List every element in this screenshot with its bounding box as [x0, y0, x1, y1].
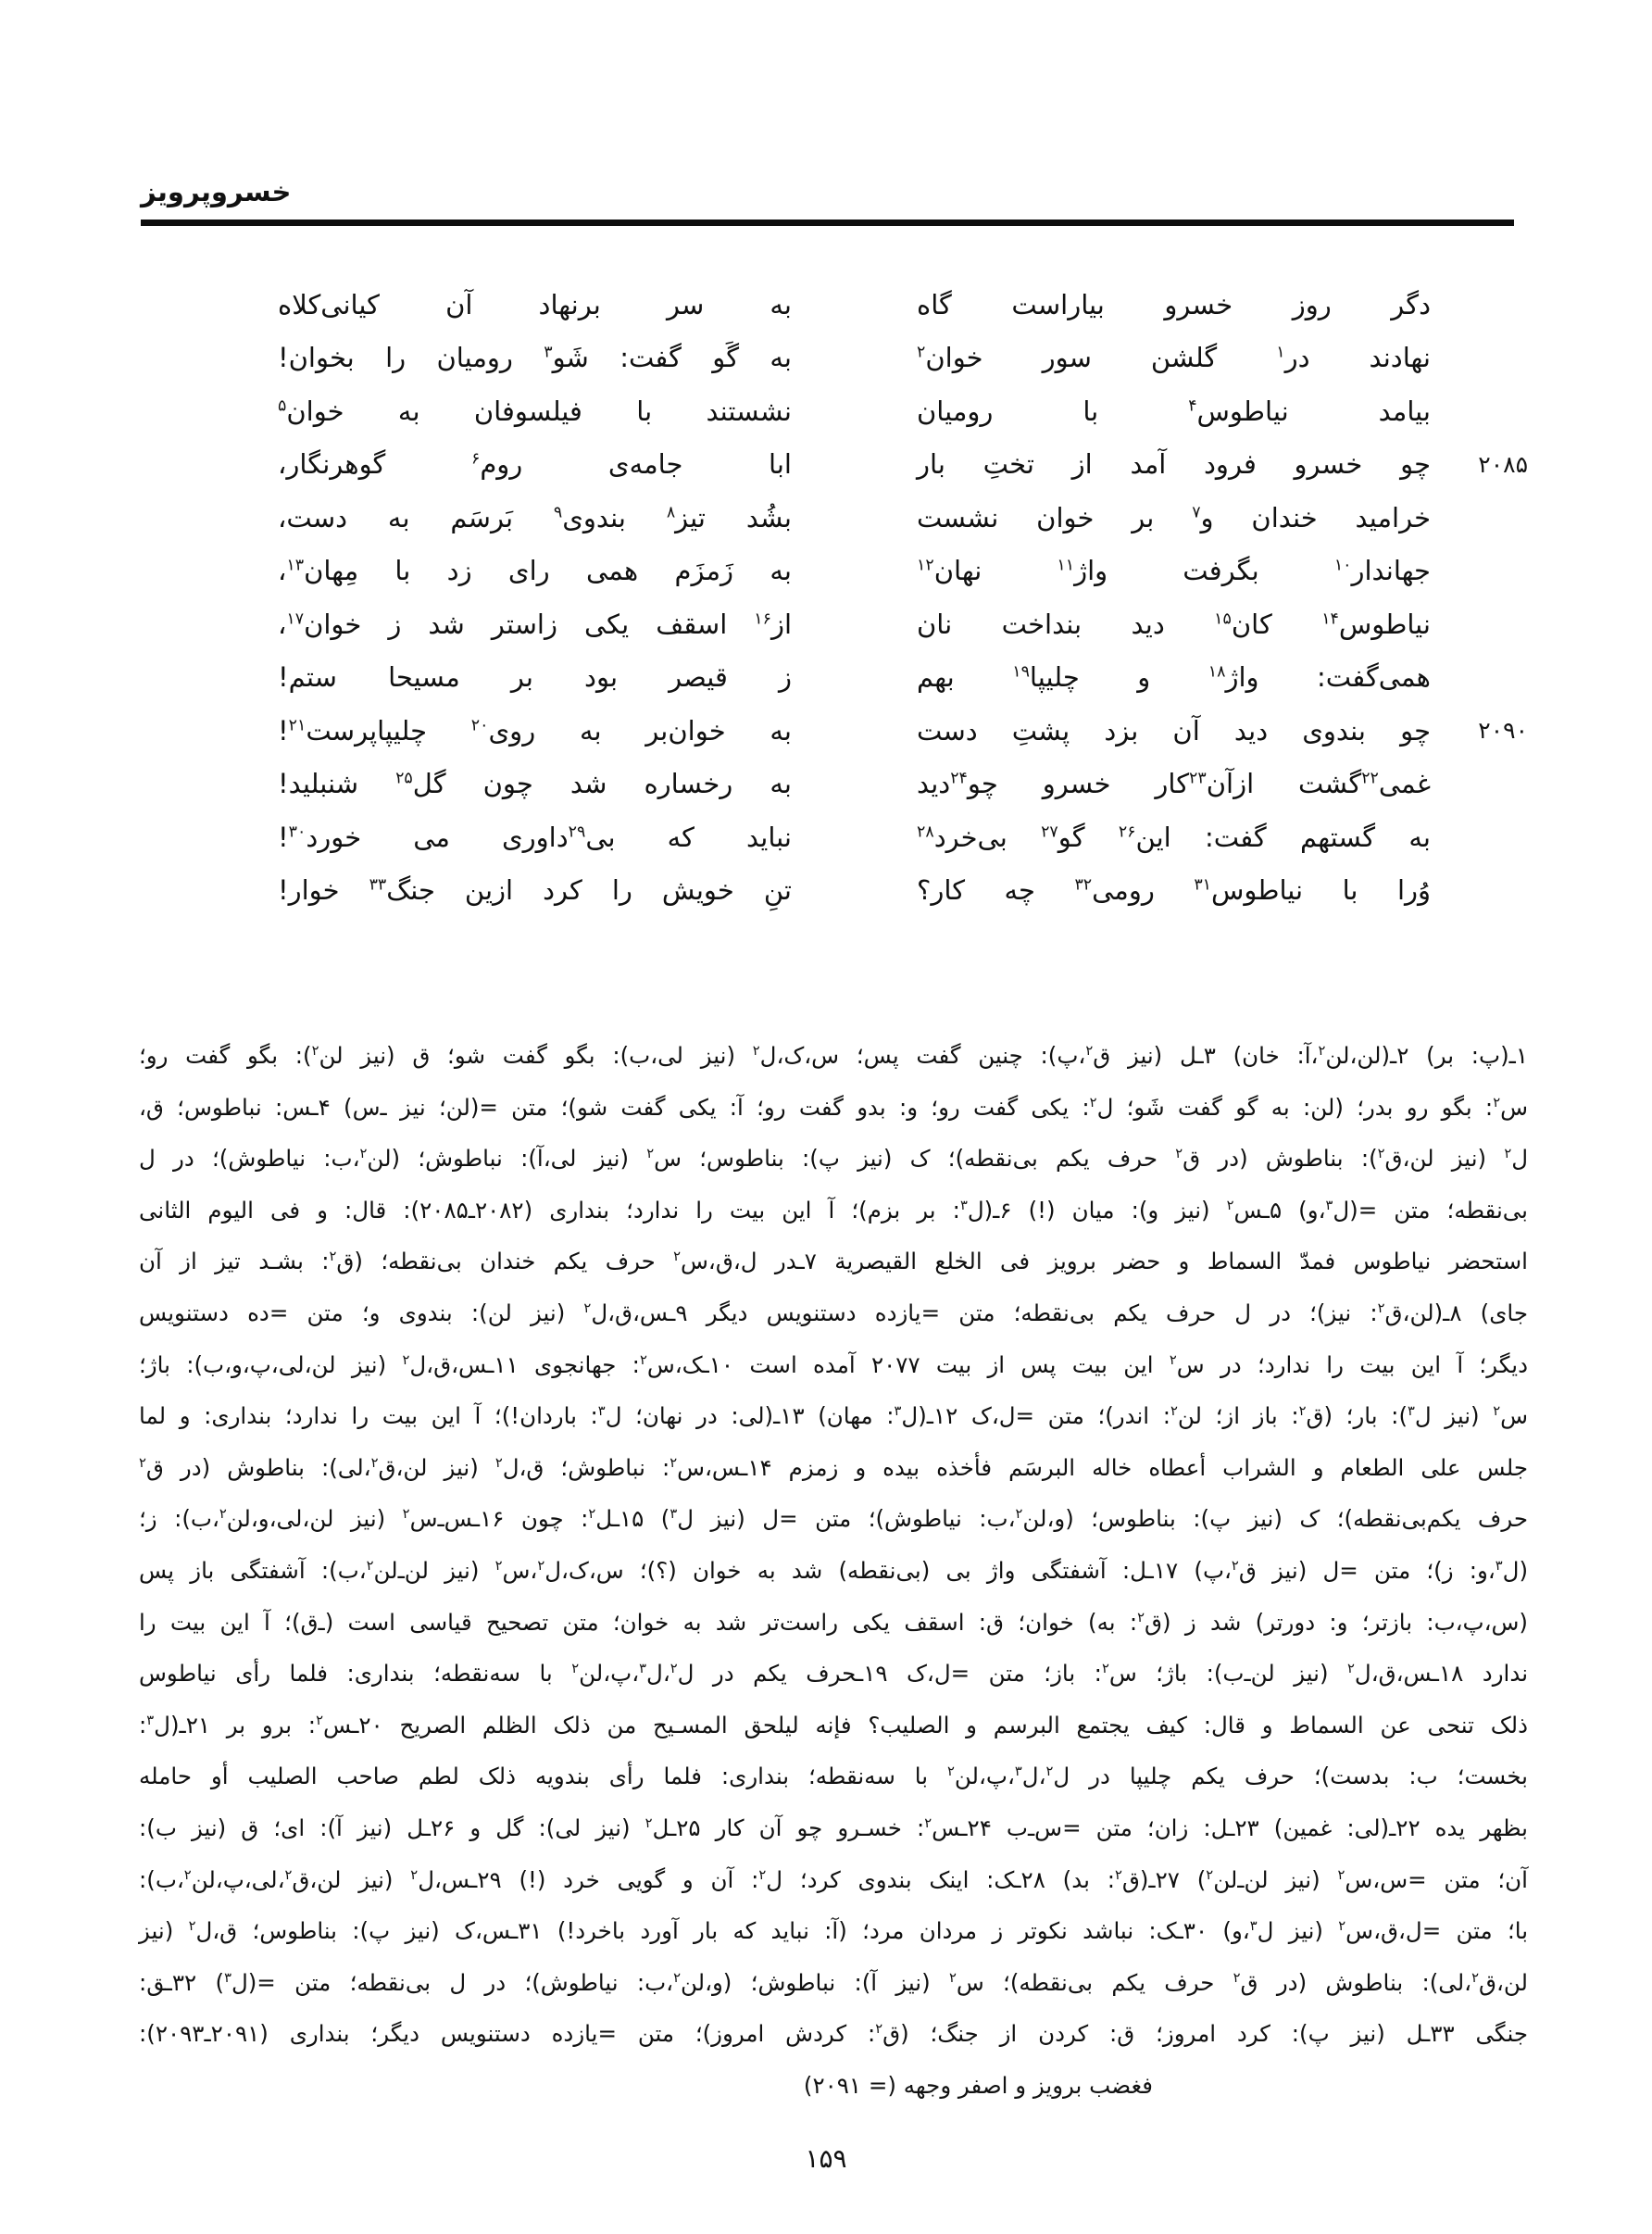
- apparatus-line: بظهر یده ۲۲ـ(لی: غمین) ۲۳ـل: زان؛ متن =س‌ـ‌ب ۲۴ـس$^۲$: خسـرو چو آن کار ۲۵ـل$^۲$ (نیز لی): گل و ۲۶ـل (نیز آ): ای؛ ق (نیز ب):: [139, 1814, 1528, 1841]
- verse-number: ۲۰۸۵: [1478, 450, 1528, 478]
- couplet-row: [139, 332, 1528, 385]
- verse-number: ۲۰۹۰: [1478, 717, 1528, 745]
- couplet-row: [139, 491, 1528, 545]
- couplet-row: [139, 597, 1528, 651]
- couplet-row: [139, 864, 1528, 918]
- hemistich-right: نیاطوس$^{۱۴}$ کان$^{۱۵}$ دید بنداخت نان: [917, 608, 1431, 640]
- hemistich-left: نشستند با فیلسوفان به خوان$^۵$: [278, 395, 792, 427]
- apparatus-line: جلس علی الطعام و الشراب أعطاه خاله البرسَم فأخذه بیده و زمزم ۱۴ـس،س$^۲$: نباطوش؛ ق،ل$^۲$ (نیز لن،ق$^۲$،لی): بناطوش (در ق$^۲$: [139, 1453, 1529, 1481]
- header-rule: [141, 220, 1514, 226]
- apparatus-line: جای) ۸ـ(لن،ق$^۲$: نیز)؛ در ل حرف یکم بی‌نقطه؛ متن =یازده دستنویس دیگر ۹ـس،ق،ل$^۲$ (نیز لن): بندوی و؛ متن =ده دستنویس: [139, 1299, 1528, 1326]
- hemistich-right: چو خسرو فرود آمد از تختِ بار: [917, 448, 1431, 481]
- hemistich-right: غمی$^{۲۲}$گشت ازآن$^{۲۳}$کار خسرو چو$^{۲۴}$دید: [917, 768, 1431, 800]
- apparatus-line: آن؛ متن =س،س$^۲$ (نیز لن‌ـ‌لن$^۲$) ۲۷ـ(ق$^۲$: بد) ۲۸ـک: اینک بندوی کرد؛ ل$^۲$: آن و گویی خرد (!) ۲۹ـس،ل$^۲$ (نیز لن،ق$^۲$،لی،پ،لن$^۲$،ب):: [139, 1865, 1528, 1893]
- apparatus-line: دیگر؛ آ این بیت را ندارد؛ در س$^۲$ این بیت پس از بیت ۲۰۷۷ آمده است ۱۰ـک،س$^۲$: جهانجوی ۱۱ـس،ق،ل$^۲$ (نیز لن،لی،پ،و،ب): باژ؛: [139, 1350, 1528, 1378]
- hemistich-left: به زَمزَم همی رای زد با مِهان$^{۱۳}$،: [278, 555, 792, 587]
- hemistich-left: از$^{۱۶}$ اسقف یکی زاستر شد ز خوان$^{۱۷}$،: [278, 608, 792, 640]
- hemistich-right: نهادند در$^۱$ گلشن سور خوان$^۲$: [917, 342, 1431, 374]
- couplet-row: [139, 545, 1528, 598]
- couplet-row: [139, 384, 1528, 438]
- hemistich-right: چو بندوی دید آن بزد پشتِ دست: [917, 714, 1431, 747]
- apparatus-last-line: فغضب برویز و اصفر وجهه (= ۲۰۹۱): [803, 2071, 1153, 2099]
- apparatus-line: ندارد ۱۸ـس،ق،ل$^۲$ (نیز لن‌ـ‌ب): باژ؛ س$^۲$: باز؛ متن =ل،ک ۱۹ـحرف یکم در ل$^۲$،ل$^۳$،پ،لن$^۲$ با سه‌نقطه؛ بنداری: فلما رأی نیاطوس: [139, 1660, 1529, 1688]
- apparatus-line: (س،پ،ب: بازتر؛ و: دورتر) شد ز (ق$^۲$: به) خوان؛ ق: اسقف یکی راست‌تر شد به خوان؛ متن تصحیح قیاسی است (ـ‌ق)؛ آ این بیت را: [139, 1608, 1528, 1636]
- apparatus-line: حرف یکم‌بی‌نقطه)؛ ک (نیز پ): بناطوس؛ (و،لن$^۲$،ب: نیاطوش)؛ متن =ل (نیز ل$^۳$) ۱۵ـل$^۲$: چون ۱۶ـس‌ـ‌س$^۲$ (نیز لن،لی،و،لن$^۲$،ب): ز؛: [139, 1505, 1528, 1533]
- apparatus-line: با؛ متن =ل،ق،س$^۲$ (نیز ل$^۳$،و) ۳۰ـک: نباشد نکوتر ز مردان مرد؛ (آ: نباید که بار آورد باخرد!) ۳۱ـس،ک (نیز پ): بناطوس؛ ق،ل$^۲$ (نیز: [139, 1917, 1529, 1945]
- couplet-row: [139, 438, 1528, 492]
- hemistich-right: خرامید خندان و$^۷$ بر خوان نشست: [917, 501, 1432, 533]
- apparatus-line: جنگی ۳۳ـل (نیز پ): کرد امروز؛ ق: کردن از جنگ؛ (ق$^۲$: کردش امروز)؛ متن =یازده دستنویس دیگر؛ بنداری (۲۰۹۱ـ۲۰۹۳):: [139, 2020, 1528, 2048]
- hemistich-left: به خوان‌بر به روی$^{۲۰}$ چلیپاپرست$^{۲۱}$!: [278, 714, 793, 747]
- apparatus-line: بخست؛ ب: بدست)؛ حرف یکم چلیپا در ل$^۲$،ل$^۳$،پ،لن$^۲$ با سه‌نقطه؛ بنداری: فلما رأی بندویه ذلک لطم صاحب الصلیب أو حامله: [139, 1763, 1528, 1790]
- hemistich-left: ابا جامه‌ی روم$^۶$ گوهرنگار،: [278, 448, 792, 481]
- apparatus-line: ۱ـ(پ: بر) ۲ـ(لن،لن$^۲$،آ: خان) ۳ـل (نیز ق$^۲$،پ): چنین گفت پس؛ س،ک،ل$^۲$ (نیز لی،ب): بگو گفت شو؛ ق (نیز لن$^۲$): بگو گفت رو؛: [139, 1042, 1528, 1069]
- poem-block: [139, 278, 1528, 917]
- running-header: خسروپرویز: [141, 176, 292, 207]
- hemistich-right: جهاندار$^{۱۰}$ بگرفت واژ$^{۱۱}$ نهان$^{۱۲}$: [917, 555, 1431, 587]
- couplet-row: [139, 278, 1528, 332]
- apparatus-line: (ل$^۳$،و: ز)؛ متن =ل (نیز ق$^۲$،پ) ۱۷ـل: آشفتگی واژ بی (بی‌نقطه) شد به خوان (؟)؛ س،ک،ل$^۲$،س$^۲$ (نیز لن‌ـ‌لن$^۲$،ب): آشفتگی باز پس: [139, 1556, 1529, 1584]
- hemistich-right: به گستهم گفت: این$^{۲۶}$ گو$^{۲۷}$ بی‌خرد$^{۲۸}$: [917, 821, 1431, 853]
- hemistich-left: به سر برنهاد آن کیانی‌کلاه: [278, 288, 792, 320]
- hemistich-left: تنِ خویش را کرد ازین جنگ$^{۳۳}$ خوار!: [278, 874, 792, 907]
- apparatus-line: س$^۲$: بگو رو بدر؛ (لن: به گو گفت شَو؛ ل$^۲$: یکی گفت رو؛ و: بدو گفت رو؛ آ: یکی گفت شو)؛ متن =(لن؛ نیز ـ‌س) ۴ـس: نباطوس؛ ق،: [139, 1093, 1528, 1121]
- apparatus-line: استحضر نیاطوس فمدّ السماط و حضر برویز فی الخلع القیصریة ۷ـدر ل،ق،س$^۲$ حرف یکم خندان بی‌نقطه؛ (ق$^۲$: بشـد تیز از آن: [139, 1248, 1528, 1275]
- hemistich-left: نباید که بی$^{۲۹}$داوری می خورد$^{۳۰}$!: [278, 821, 792, 853]
- apparatus-line: س$^۲$ (نیز ل$^۳$): بار؛ (ق$^۲$: باز از؛ لن$^۲$: اندر)؛ متن =ل،ک ۱۲ـ(ل$^۳$: مهان) ۱۳ـ(لی: در نهان؛ ل$^۳$: باردان!)؛ آ این بیت را ندارد؛ بنداری: و لما: [139, 1402, 1529, 1430]
- hemistich-left: بشُد تیز$^۸$ بندوی$^۹$ بَرسَم به دست،: [278, 501, 792, 533]
- hemistich-left: به رخساره شد چون گل$^{۲۵}$ شنبلید!: [278, 768, 793, 800]
- couplet-row: [139, 810, 1528, 864]
- hemistich-left: به گَو گفت: شَو$^۳$ رومیان را بخوان!: [278, 342, 792, 374]
- apparatus-line: بی‌نقطه؛ متن =(ل$^۳$،و) ۵ـس$^۲$ (نیز و): میان (!) ۶ـ(ل$^۳$: بر بزم)؛ آ این بیت را ندارد؛ بنداری (۲۰۸۲ـ۲۰۸۵): قال: و فی الیوم الثانی: [139, 1196, 1528, 1224]
- hemistich-right: وُرا با نیاطوس$^{۳۱}$ رومی$^{۳۲}$ چه کار؟: [917, 874, 1432, 907]
- hemistich-left: ز قیصر بود بر مسیحا ستم!: [278, 661, 792, 694]
- hemistich-right: همی‌گفت: واژ$^{۱۸}$ و چلیپا$^{۱۹}$ بهم: [917, 661, 1431, 694]
- apparatus-line: ذلک تنحی عن السماط و قال: کیف یجتمع البرسم و الصلیب؟ فإنه لیلحق المسـیح من ذلک الظلم الصریح ۲۰ـس$^۲$: برو بر ۲۱ـ(ل$^۳$:: [139, 1711, 1528, 1738]
- apparatus-line: لن،ق$^۲$،لی): بناطوش (در ق$^۲$ حرف یکم بی‌نقطه)؛ س$^۲$ (نیز آ): نباطوش؛ (و،لن$^۲$،ب: نیاطوش)؛ در ل بی‌نقطه؛ متن =(ل$^۳$) ۳۲ـق:: [139, 1968, 1529, 1996]
- hemistich-right: دگر روز خسرو بیاراست گاه: [917, 288, 1431, 320]
- hemistich-right: بیامد نیاطوس$^۴$ با رومیان: [917, 395, 1431, 427]
- critical-apparatus: [139, 1030, 1528, 2111]
- couplet-row: [139, 758, 1528, 811]
- couplet-row: [139, 651, 1528, 705]
- couplet-row: [139, 704, 1528, 758]
- page-number: ۱۵۹: [805, 2143, 847, 2174]
- apparatus-line: ل$^۲$ (نیز لن،ق$^۲$): بناطوش (در ق$^۲$ حرف یکم بی‌نقطه)؛ ک (نیز پ): بناطوس؛ س$^۲$ (نیز لی،آ): نباطوش؛ (لن$^۲$،ب: نیاطوش)؛ در ل: [139, 1145, 1529, 1173]
